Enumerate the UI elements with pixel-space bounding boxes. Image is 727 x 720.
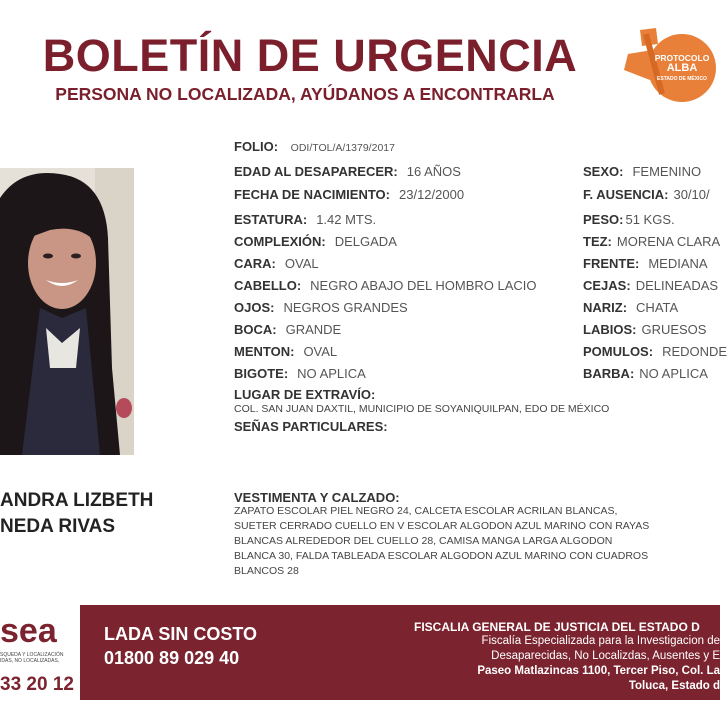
field-cara-value: OVAL: [284, 256, 319, 271]
field-boca-value: GRANDE: [285, 322, 342, 337]
field-labios-label: LABIOS:: [583, 322, 637, 337]
field-cara: [234, 256, 319, 271]
field-peso: [583, 212, 675, 227]
field-cejas-label: CEJAS:: [583, 278, 631, 293]
alba-line1: PROTOCOLO: [654, 53, 710, 63]
lada-label: LADA SIN COSTO: [104, 624, 258, 644]
field-folio: [234, 139, 395, 154]
field-ojos-label: OJOS:: [234, 300, 275, 315]
field-sexo-value: FEMENINO: [632, 164, 702, 179]
field-pomulos: [583, 344, 727, 359]
person-name-line2: NEDA RIVAS: [0, 516, 116, 537]
sea-phone: 33 20 12: [0, 674, 74, 695]
field-boca: [234, 322, 341, 337]
field-vestimenta-label: VESTIMENTA Y CALZADO:: [234, 490, 400, 505]
field-edad: [234, 164, 461, 179]
field-tez-value: MORENA CLARA: [616, 234, 721, 249]
field-estatura: [234, 212, 376, 227]
fiscalia-line1: Fiscalía Especializada para la Investigacion de: [481, 635, 720, 647]
field-senas-label: SEÑAS PARTICULARES:: [234, 419, 388, 434]
alba-line3: ESTADO DE MÉXICO: [657, 76, 707, 83]
field-vestimenta-value: ZAPATO ESCOLAR PIEL NEGRO 24, CALCETA ESCOLAR ACRILAN BLANCAS, SUETER CERRADO CUELLO EN V ESCOLAR ALGODON AZUL MARINO CON RAYAS BLANCAS ALREDEDOR DEL CUELLO 28, CAMISA MANGA LARGA ALGODON BLANCA 30, FALDA TABLEADA ESCOLAR ALGODON AZUL MARINO CON CUADROS BLANCOS 28: [234, 505, 650, 577]
field-estatura-value: 1.42 MTS.: [316, 212, 377, 227]
field-pomulos-label: POMULOS:: [583, 344, 654, 359]
field-vestimenta-row: [234, 490, 409, 505]
field-nacimiento-value: 23/12/2000: [399, 187, 465, 202]
page-title: BOLETÍN DE URGENCIA: [42, 30, 578, 81]
footer: [0, 600, 720, 700]
field-bigote-value: NO APLICA: [297, 366, 366, 381]
field-barba-value: NO APLICA: [639, 366, 708, 381]
field-folio-label: FOLIO:: [234, 139, 279, 154]
fiscalia-line2: Desaparecidas, No Localizdas, Ausentes y E: [491, 650, 720, 662]
lada-number: 01800 89 029 40: [104, 648, 240, 668]
field-peso-label: PESO:: [583, 212, 624, 227]
field-complexion: [234, 234, 397, 249]
field-frente-value: MEDIANA: [648, 256, 708, 271]
field-barba: [583, 366, 708, 381]
field-lugar-label-row: [234, 387, 384, 402]
field-boca-label: BOCA:: [234, 322, 277, 337]
field-bigote-label: BIGOTE:: [234, 366, 289, 381]
fiscalia-line3: Paseo Matlazincas 1100, Tercer Piso, Col. La: [477, 665, 720, 677]
field-estatura-label: ESTATURA:: [234, 212, 308, 227]
field-cabello-label: CABELLO:: [234, 278, 302, 293]
field-complexion-label: COMPLEXIÓN:: [234, 234, 326, 249]
field-edad-value: 16 AÑOS: [406, 164, 461, 179]
field-pomulos-value: REDONDE: [662, 344, 727, 359]
field-cabello: [234, 278, 537, 293]
field-cabello-value: NEGRO ABAJO DEL HOMBRO LACIO: [310, 278, 537, 293]
person-name-line1: ANDRA LIZBETH: [0, 490, 154, 511]
fiscalia-block: [414, 620, 720, 694]
field-ausencia: [583, 187, 710, 202]
fiscalia-title: FISCALIA GENERAL DE JUSTICIA DEL ESTADO D: [414, 620, 700, 634]
protocolo-alba-text: [648, 54, 716, 83]
field-labios-value: GRUESOS: [641, 322, 707, 337]
field-barba-label: BARBA:: [583, 366, 635, 381]
field-ojos: [234, 300, 408, 315]
field-nariz-value: CHATA: [636, 300, 679, 315]
field-ausencia-value: 30/10/: [673, 187, 710, 202]
person-photo: [0, 168, 134, 455]
field-peso-value: 51 KGS.: [625, 212, 675, 227]
person-name: [0, 488, 200, 540]
field-frente: [583, 256, 708, 271]
field-lugar-label: LUGAR DE EXTRAVÍO:: [234, 387, 376, 402]
field-frente-label: FRENTE:: [583, 256, 640, 271]
sea-logo-block: [0, 600, 80, 700]
field-menton-label: MENTON:: [234, 344, 295, 359]
field-tez-label: TEZ:: [583, 234, 612, 249]
field-labios: [583, 322, 706, 337]
field-menton-value: OVAL: [303, 344, 338, 359]
field-senas-row: [234, 419, 397, 434]
field-sexo: [583, 164, 701, 179]
field-ausencia-label: F. AUSENCIA:: [583, 187, 669, 202]
field-nariz: [583, 300, 678, 315]
field-cara-label: CARA:: [234, 256, 276, 271]
fiscalia-line4: Toluca, Estado d: [628, 680, 720, 692]
field-nariz-label: NARIZ:: [583, 300, 628, 315]
field-complexion-value: DELGADA: [334, 234, 397, 249]
field-cejas-value: DELINEADAS: [635, 278, 719, 293]
field-sexo-label: SEXO:: [583, 164, 624, 179]
page-subtitle: PERSONA NO LOCALIZADA, AYÚDANOS A ENCONTRARLA: [55, 84, 555, 104]
sea-subtitle: SQUEDA Y LOCALIZACIÓN IDAS, NO LOCALIZADAS,: [0, 652, 64, 664]
field-folio-value: ODI/TOL/A/1379/2017: [290, 142, 395, 154]
alba-line2: ALBA: [666, 61, 698, 74]
field-lugar-value: COL. SAN JUAN DAXTIL, MUNICIPIO DE SOYANIQUILPAN, EDO DE MÉXICO: [234, 403, 610, 415]
field-cejas: [583, 278, 718, 293]
field-bigote: [234, 366, 366, 381]
sea-logo: sea: [0, 612, 57, 650]
field-nacimiento-label: FECHA DE NACIMIENTO:: [234, 187, 390, 202]
field-menton: [234, 344, 337, 359]
field-tez: [583, 234, 720, 249]
field-edad-label: EDAD AL DESAPARECER:: [234, 164, 398, 179]
field-ojos-value: NEGROS GRANDES: [283, 300, 408, 315]
field-nacimiento: [234, 187, 464, 202]
